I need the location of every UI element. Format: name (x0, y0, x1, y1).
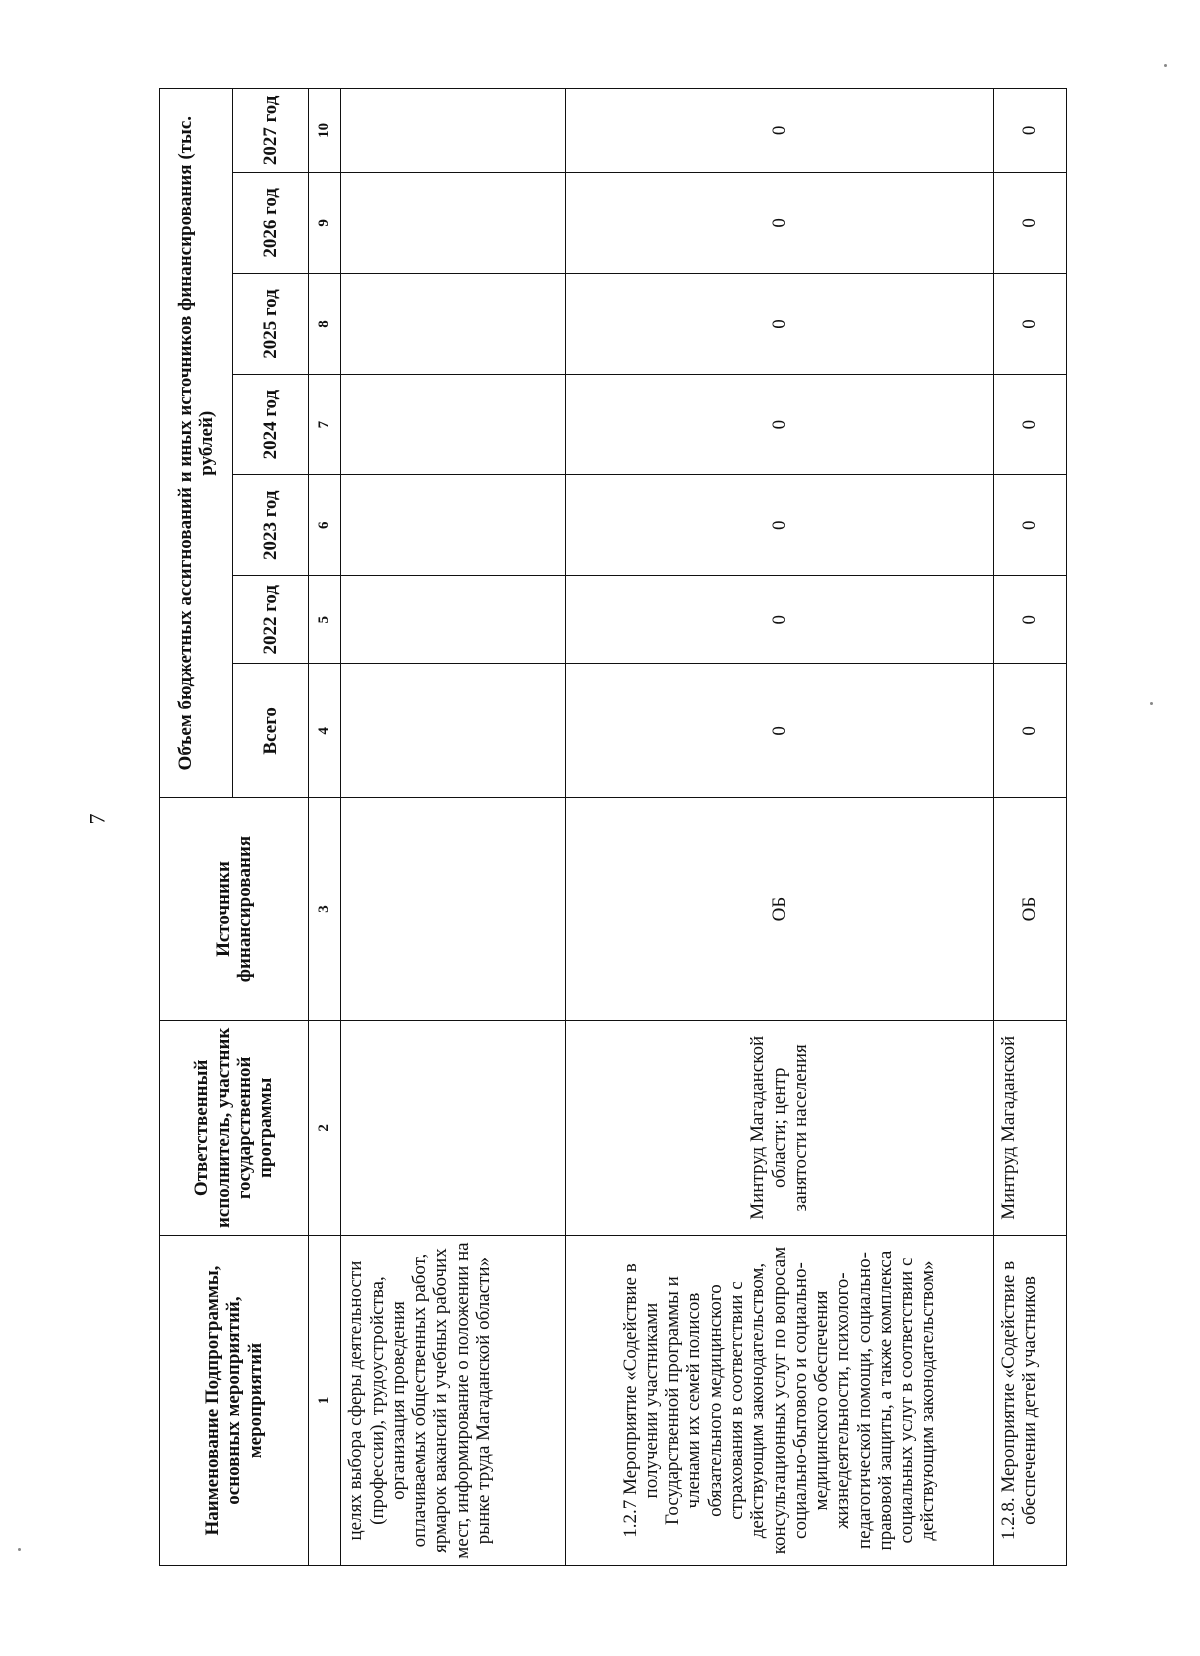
row-value (341, 664, 565, 798)
header-2025: 2025 год (233, 273, 308, 374)
row-value (341, 375, 565, 475)
header-executor: Ответственный исполнитель, участник государственной программы (160, 1020, 309, 1236)
header-2024: 2024 год (233, 375, 308, 475)
table-row (993, 89, 1066, 1566)
col-number: 3 (308, 798, 341, 1020)
col-number: 7 (308, 375, 341, 475)
header-name: Наименование Подпрограммы, основных мероприятий, мероприятий (160, 1236, 309, 1566)
row-value: 0 (993, 576, 1066, 664)
row-name: 1.2.8. Мероприятие «Содействие в обеспечении детей участников (993, 1236, 1066, 1566)
row-value: 0 (565, 576, 993, 664)
header-2023: 2023 год (233, 475, 308, 576)
col-number: 2 (308, 1020, 341, 1236)
row-executor (341, 1020, 565, 1236)
row-source: ОБ (565, 798, 993, 1020)
scan-speck (1164, 64, 1167, 67)
row-source: ОБ (993, 798, 1066, 1020)
row-value: 0 (565, 172, 993, 273)
scan-speck (18, 1548, 21, 1551)
row-value (341, 89, 565, 173)
row-value: 0 (993, 664, 1066, 798)
col-number: 10 (308, 89, 341, 173)
col-number: 8 (308, 273, 341, 374)
row-name: 1.2.7 Мероприятие «Содействие в получении участниками Государственной программы и членами их семей полисов обязательного медицинского страхования в соответствии с действующим законодательством, консультационных услуг по вопросам социально-бытового и социально-медицинского обеспечения жизнедеятельности, психолого-педагогической помощи, социально-правовой защиты, а также комплекса социальных услуг в соответствии с действующим законодательством» (565, 1236, 993, 1566)
table-row (341, 89, 565, 1566)
page-number: 7 (84, 813, 110, 825)
col-number: 6 (308, 475, 341, 576)
row-value: 0 (565, 375, 993, 475)
column-number-row (308, 89, 341, 1566)
row-value: 0 (993, 172, 1066, 273)
row-source (341, 798, 565, 1020)
row-value (341, 172, 565, 273)
col-number: 4 (308, 664, 341, 798)
row-executor: Минтруд Магаданской области; центр занятости населения (565, 1020, 993, 1236)
row-executor: Минтруд Магаданской (993, 1020, 1066, 1236)
row-value: 0 (993, 475, 1066, 576)
header-2027: 2027 год (233, 89, 308, 173)
row-value: 0 (993, 273, 1066, 374)
row-value: 0 (565, 664, 993, 798)
row-name: целях выбора сферы деятельности (профессии), трудоустройства, организация проведения оплачиваемых общественных работ, ярмарок вакансий и учебных рабочих мест, информирование о положении на рынке труда Магаданской области» (341, 1236, 565, 1566)
col-number: 1 (308, 1236, 341, 1566)
funding-table (159, 88, 1067, 1566)
row-value: 0 (993, 89, 1066, 173)
funding-table-rotated (159, 88, 1067, 1566)
scan-speck (1150, 702, 1153, 705)
row-value (341, 576, 565, 664)
col-number: 5 (308, 576, 341, 664)
row-value: 0 (993, 375, 1066, 475)
row-value: 0 (565, 89, 993, 173)
header-2022: 2022 год (233, 576, 308, 664)
row-value: 0 (565, 475, 993, 576)
header-2026: 2026 год (233, 172, 308, 273)
col-number: 9 (308, 172, 341, 273)
header-source: Источники финансирования (160, 798, 309, 1020)
row-value (341, 273, 565, 374)
row-value: 0 (565, 273, 993, 374)
row-value (341, 475, 565, 576)
header-total: Всего (233, 664, 308, 798)
header-funding-group: Объем бюджетных ассигнований и иных источников финансирования (тыс. рублей) (160, 89, 233, 798)
table-row (565, 89, 993, 1566)
